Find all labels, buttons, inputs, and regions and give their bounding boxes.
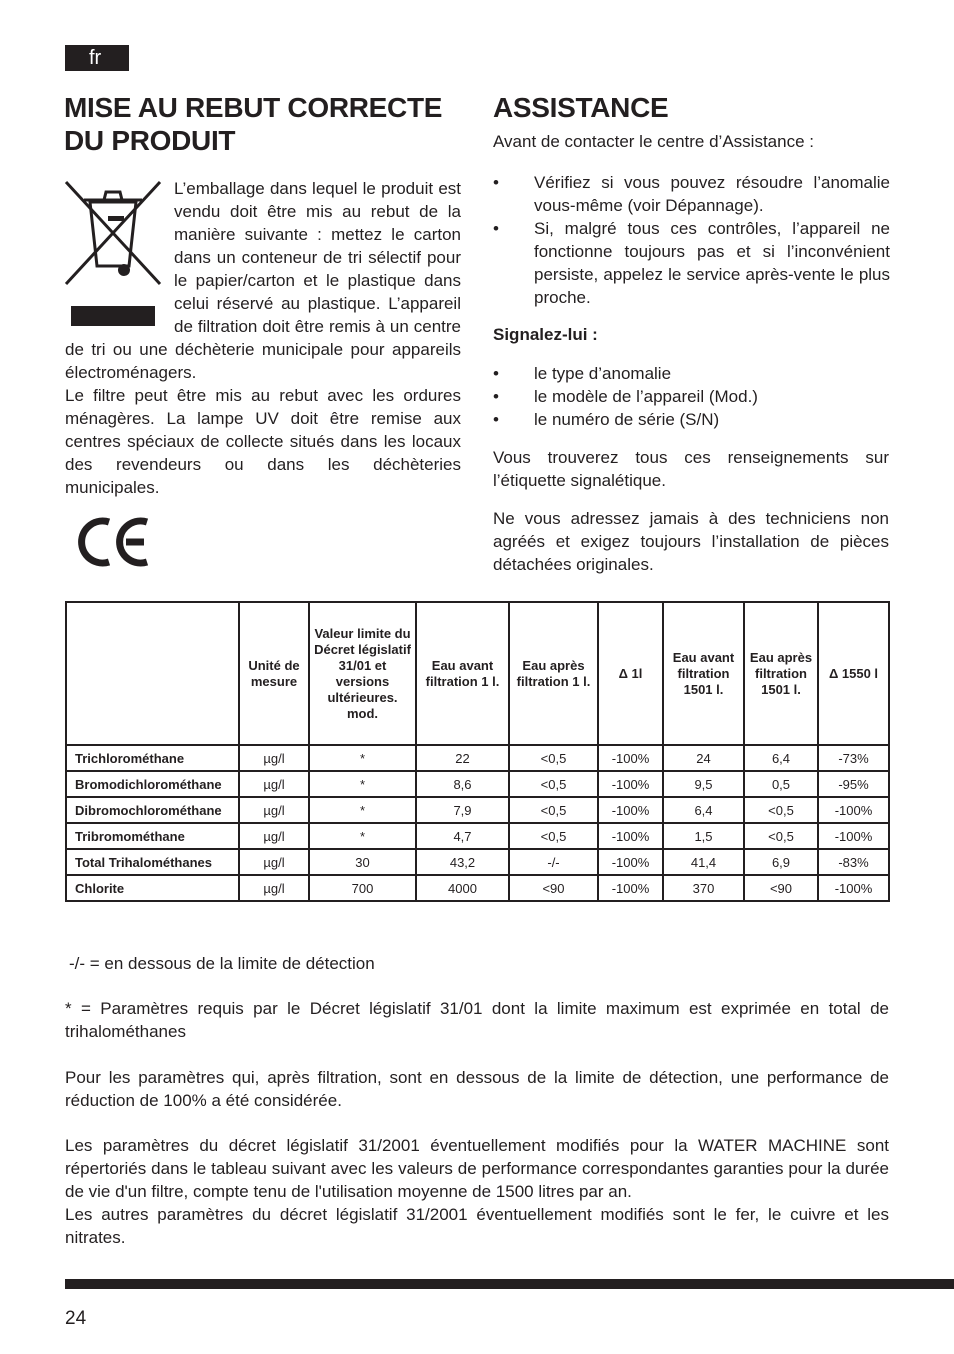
table-cell: -83% (818, 849, 889, 875)
asterisk-note: * = Paramètres requis par le Décret législatif 31/01 dont la limite maximum est exprimée en total de trihalométhanes (65, 999, 889, 1041)
table-cell: µg/l (239, 797, 309, 823)
table-cell: 6,4 (663, 797, 744, 823)
table-cell: 6,9 (744, 849, 818, 875)
ce-mark-icon (78, 515, 150, 569)
assistance-bullets (493, 171, 890, 309)
column-header: Valeur limite du Décret législatif 31/01 et versions ultérieures. mod. (309, 602, 416, 745)
column-header: Eau après filtration 1 l. (509, 602, 598, 745)
table-cell: µg/l (239, 849, 309, 875)
disposal-title-line2: DU PRODUIT (64, 125, 236, 156)
table-cell: -100% (818, 875, 889, 901)
disposal-title (64, 91, 464, 157)
signal-list (493, 362, 890, 431)
table-cell: µg/l (239, 745, 309, 771)
table-cell: <0,5 (509, 797, 598, 823)
table-row (66, 771, 889, 797)
table-cell: 6,4 (744, 745, 818, 771)
table-cell: Total Trihalométhanes (66, 849, 239, 875)
table-cell: -100% (598, 823, 663, 849)
table-row (66, 849, 889, 875)
table-header-row (66, 602, 889, 745)
table-cell: -100% (598, 849, 663, 875)
table-cell: -95% (818, 771, 889, 797)
column-header: Δ 1550 l (818, 602, 889, 745)
decree-paragraph-2: Les autres paramètres du décret législatif 31/2001 éventuellement modifiés sont le fer, le cuivre et les nitrates. (65, 1205, 889, 1247)
icon-spacer (65, 177, 174, 338)
column-header: Eau avant filtration 1 l. (416, 602, 509, 745)
table-cell: <90 (744, 875, 818, 901)
column-header (66, 602, 239, 745)
disposal-paragraph: L’emballage dans lequel le produit est vendu doit être mis au rebut de la manière suivante : mettez le carton dans un conteneur de tri sélectif pour le papier/carton et le plastique dans celui réservé au plastique. L’appareil de filtration doit être remis à un centre de tri ou une déchèterie municipale pour appareils électroménagers. (65, 179, 461, 382)
table-cell: 4,7 (416, 823, 509, 849)
table-cell: Chlorite (66, 875, 239, 901)
language-tab: fr (65, 45, 129, 71)
table-cell: -100% (818, 823, 889, 849)
table-cell: 7,9 (416, 797, 509, 823)
table-cell: 30 (309, 849, 416, 875)
table-cell: 24 (663, 745, 744, 771)
table-cell: 370 (663, 875, 744, 901)
decree-note (65, 1134, 889, 1249)
list-item: • le numéro de série (S/N) (493, 408, 890, 431)
list-item: • Si, malgré tous ces contrôles, l’appareil ne fonctionne toujours pas et si l’inconvénient persiste, appelez le service après-vente le plus proche. (493, 217, 890, 309)
table-cell: 9,5 (663, 771, 744, 797)
page-number: 24 (65, 1308, 87, 1329)
table-cell: <0,5 (509, 771, 598, 797)
list-item: • le type d’anomalie (493, 362, 890, 385)
disposal-title-line1: MISE AU REBUT CORRECTE (64, 92, 443, 123)
list-item: • le modèle de l’appareil (Mod.) (493, 385, 890, 408)
table-cell: -100% (818, 797, 889, 823)
column-header: Eau après filtration 1501 l. (744, 602, 818, 745)
table-cell: Tribromométhane (66, 823, 239, 849)
water-parameters-table (65, 601, 890, 902)
table-cell: * (309, 771, 416, 797)
detection-note: -/- = en dessous de la limite de détection (69, 954, 375, 973)
table-cell: * (309, 745, 416, 771)
table-cell: * (309, 823, 416, 849)
table-row (66, 745, 889, 771)
table-cell: µg/l (239, 823, 309, 849)
table-cell: -100% (598, 745, 663, 771)
table-row (66, 797, 889, 823)
column-header: Unité de mesure (239, 602, 309, 745)
table-cell: -100% (598, 771, 663, 797)
signal-label: Signalez-lui : (493, 325, 598, 344)
table-cell: 41,4 (663, 849, 744, 875)
column-header: Δ 1l (598, 602, 663, 745)
table-cell: 0,5 (744, 771, 818, 797)
footer-bar (65, 1279, 954, 1289)
table-cell: 700 (309, 875, 416, 901)
table-cell: * (309, 797, 416, 823)
table-cell: µg/l (239, 875, 309, 901)
table-cell: 43,2 (416, 849, 509, 875)
label-info-text: Vous trouverez tous ces renseignements sur l’étiquette signalétique. (493, 448, 889, 490)
table-cell: <0,5 (744, 823, 818, 849)
assistance-title: ASSISTANCE (493, 92, 669, 123)
performance-note: Pour les paramètres qui, après filtration, sont en dessous de la limite de détection, une performance de réduction de 100% a été considérée. (65, 1068, 889, 1110)
assistance-intro: Avant de contacter le centre d’Assistance : (493, 132, 814, 151)
technician-warning-text: Ne vous adressez jamais à des techniciens non agréés et exigez toujours l’installation de pièces détachées originales. (493, 509, 889, 574)
table-cell: µg/l (239, 771, 309, 797)
table-cell: <0,5 (509, 745, 598, 771)
table-row (66, 823, 889, 849)
table-cell: 1,5 (663, 823, 744, 849)
table-cell: 4000 (416, 875, 509, 901)
table-cell: Bromodichlorométhane (66, 771, 239, 797)
table-cell: Trichlorométhane (66, 745, 239, 771)
table-cell: -100% (598, 875, 663, 901)
decree-paragraph-1: Les paramètres du décret législatif 31/2001 éventuellement modifiés pour la WATER MACHINE sont répertoriés dans le tableau suivant avec les valeurs de performance correspondantes garanties pour la durée de vie d'un filtre, compte tenu de l'utilisation moyenne de 1500 litres par an. (65, 1136, 889, 1201)
table-cell: -73% (818, 745, 889, 771)
table-cell: <0,5 (744, 797, 818, 823)
table-row (66, 875, 889, 901)
table-cell: Dibromochlorométhane (66, 797, 239, 823)
table-cell: -100% (598, 797, 663, 823)
table-cell: <90 (509, 875, 598, 901)
table-cell: -/- (509, 849, 598, 875)
disposal-text-block (65, 177, 461, 499)
table-cell: 8,6 (416, 771, 509, 797)
table-cell: 22 (416, 745, 509, 771)
filter-paragraph: Le filtre peut être mis au rebut avec les ordures ménagères. La lampe UV doit être remise aux centres spéciaux de collecte situés dans les locaux des revendeurs ou dans les déchèteries municipales. (65, 386, 461, 497)
table-cell: <0,5 (509, 823, 598, 849)
list-item: • Vérifiez si vous pouvez résoudre l’anomalie vous-même (voir Dépannage). (493, 171, 890, 217)
column-header: Eau avant filtration 1501 l. (663, 602, 744, 745)
